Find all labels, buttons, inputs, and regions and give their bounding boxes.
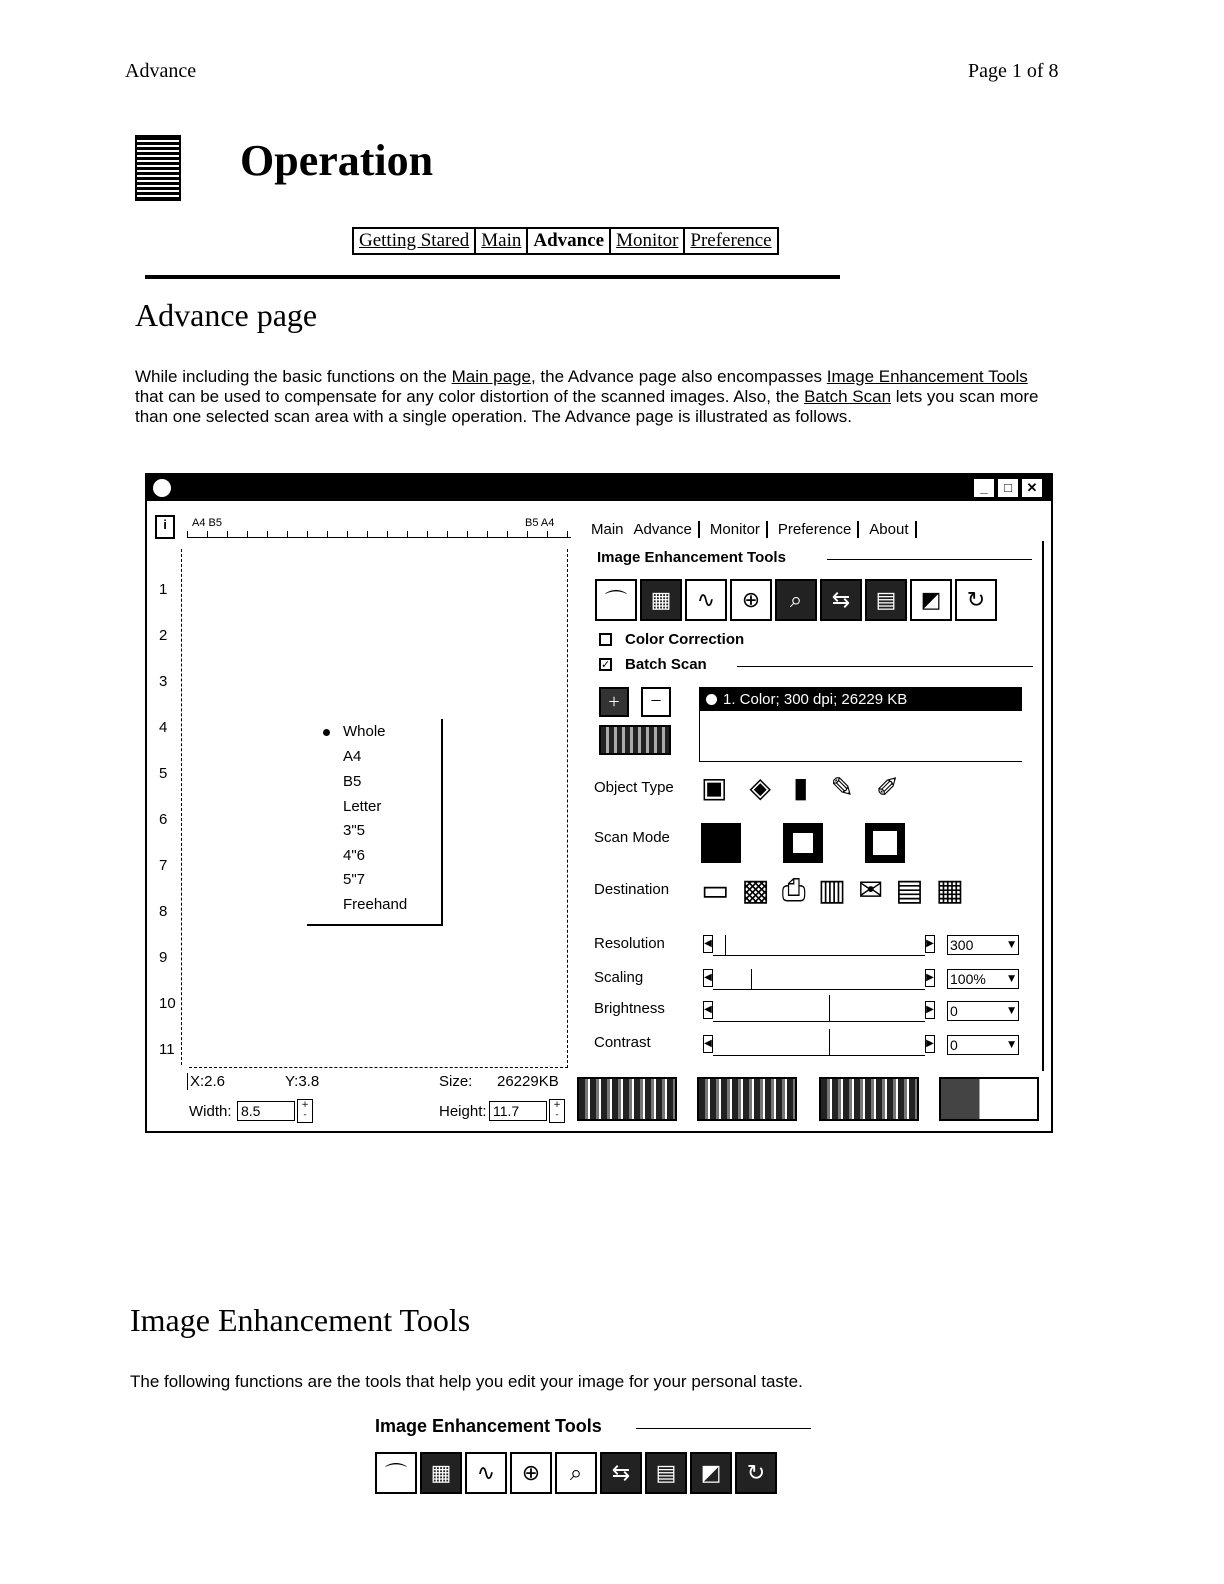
nav-bar: [352, 227, 779, 255]
width-label: Width:: [189, 1103, 232, 1120]
tools-label: Image Enhancement Tools: [597, 549, 786, 566]
resolution-left-arrow[interactable]: ◀: [703, 935, 713, 953]
scaling-thumb[interactable]: [751, 969, 752, 989]
brightness-thumb[interactable]: [829, 995, 830, 1021]
batch-scan-label: Batch Scan: [625, 656, 707, 673]
divider: [145, 275, 840, 279]
batch-scan-checkbox[interactable]: ✓: [601, 658, 611, 671]
text: lets you scan more than one selected scan area with a single operation. The Advance page is illustrated as follows.: [135, 387, 1039, 426]
nav-getting-started[interactable]: Getting Stared: [354, 229, 476, 253]
magazine-icon[interactable]: ◈: [749, 771, 772, 804]
batch-item-label: 1. Color; 300 dpi; 26229 KB: [723, 690, 908, 708]
tools-row: [595, 579, 997, 621]
contrast-right-arrow[interactable]: ▶: [925, 1035, 935, 1053]
height-spinner[interactable]: + -: [549, 1099, 565, 1123]
ruler-num: 2: [159, 627, 168, 644]
bw-mode-icon[interactable]: [865, 823, 905, 863]
chevron-down-icon: ▼: [1008, 974, 1015, 984]
nav-preference[interactable]: Preference: [690, 230, 772, 251]
contrast-label: Contrast: [594, 1034, 651, 1051]
tools-label: Image Enhancement Tools: [375, 1416, 602, 1436]
brightness-slider[interactable]: [713, 1001, 925, 1022]
document-icon[interactable]: ▮: [793, 771, 809, 804]
section-heading: Image Enhancement Tools: [130, 1302, 471, 1338]
resolution-slider[interactable]: [713, 935, 925, 956]
resolution-right-arrow[interactable]: ▶: [925, 935, 935, 953]
add-batch-button[interactable]: +: [599, 687, 629, 717]
scaling-slider[interactable]: [713, 969, 925, 990]
tab-preference[interactable]: Preference: [778, 521, 859, 538]
y-coordinate: Y:3.8: [285, 1073, 320, 1090]
maximize-icon[interactable]: □: [997, 478, 1019, 498]
batch-list-item[interactable]: [700, 687, 1022, 711]
invert-icon[interactable]: ⇆: [600, 1452, 642, 1494]
color-adjust-icon[interactable]: ⊕: [510, 1452, 552, 1494]
header-left: Advance: [125, 60, 197, 82]
descreen-icon[interactable]: ◩: [690, 1452, 732, 1494]
size-value: 26229KB: [497, 1073, 559, 1090]
batch-rule: [737, 666, 1033, 667]
ruler-num: 11: [159, 1041, 175, 1058]
ruler-num: 1: [159, 581, 168, 598]
chevron-down-icon: ▼: [1008, 1040, 1015, 1050]
height-label: Height:: [439, 1103, 487, 1120]
color-adjust-icon[interactable]: ⊕: [730, 579, 772, 621]
tools-paragraph: The following functions are the tools that help you edit your image for your personal taste.: [130, 1372, 803, 1391]
scaling-value: 100%: [950, 971, 986, 987]
size-option[interactable]: Freehand: [343, 896, 408, 913]
rotate-icon[interactable]: ↻: [955, 579, 997, 621]
page-title: Operation: [240, 136, 434, 185]
save-file-icon[interactable]: ▤: [895, 873, 924, 908]
zoom-icon[interactable]: ⌕: [775, 579, 817, 621]
resolution-value: 300: [950, 937, 974, 953]
remove-batch-button[interactable]: −: [641, 687, 671, 717]
object-type-label: Object Type: [594, 779, 674, 796]
fax-icon[interactable]: ▥: [817, 873, 847, 908]
size-option[interactable]: 3"5: [343, 822, 366, 839]
ruler-num: 8: [159, 903, 168, 920]
brightness-label: Brightness: [594, 1000, 665, 1017]
text: While including the basic functions on the: [135, 367, 452, 386]
descreen-icon[interactable]: ◩: [910, 579, 952, 621]
histogram-icon[interactable]: ∿: [465, 1452, 507, 1494]
ruler-label-right: B5 A4: [525, 517, 555, 529]
size-menu: [307, 719, 443, 926]
window-titlebar: [147, 475, 1051, 501]
brightness-value: 0: [950, 1003, 958, 1019]
chevron-down-icon: ▼: [1008, 940, 1015, 950]
scanner-icon[interactable]: ▩: [741, 873, 770, 908]
app-icon: [153, 479, 171, 497]
tab-about[interactable]: About: [869, 521, 916, 538]
scanner-window: [145, 473, 1053, 1133]
ruler-num: 7: [159, 857, 168, 874]
help-button[interactable]: [819, 1077, 919, 1121]
ruler-num: 5: [159, 765, 168, 782]
mail-icon[interactable]: ✉: [858, 873, 884, 908]
color-correction-checkbox[interactable]: [599, 633, 612, 646]
tab-main[interactable]: Main: [591, 521, 624, 538]
bullet-icon: [706, 694, 717, 705]
zoom-icon[interactable]: ⌕: [555, 1452, 597, 1494]
monitor-icon[interactable]: ▭: [701, 873, 730, 908]
scan-mode-label: Scan Mode: [594, 829, 670, 846]
tools-row: [375, 1452, 777, 1494]
page-number: Page 1 of 8: [968, 60, 1059, 82]
resolution-label: Resolution: [594, 935, 665, 952]
object-type-row: [701, 771, 899, 804]
width-input[interactable]: 8.5: [237, 1101, 295, 1121]
ruler-num: 3: [159, 673, 168, 690]
size-option[interactable]: Whole: [343, 723, 386, 740]
text: that can be used to compensate for any color distortion of the scanned images. Also, the: [135, 387, 805, 406]
destination-label: Destination: [594, 881, 670, 898]
book-icon: [135, 135, 181, 201]
ocr-icon[interactable]: ▦: [935, 873, 964, 908]
batch-list[interactable]: [699, 687, 1022, 762]
intro-paragraph: [135, 367, 1055, 427]
scaling-left-arrow[interactable]: ◀: [703, 969, 713, 987]
brightness-select[interactable]: [947, 1001, 1019, 1021]
scaling-right-arrow[interactable]: ▶: [925, 969, 935, 987]
scan-button[interactable]: [697, 1077, 797, 1121]
selected-bullet-icon: [323, 729, 330, 736]
color-correction-label: Color Correction: [625, 631, 745, 648]
panel-border: [1042, 541, 1044, 1071]
ruler-num: 6: [159, 811, 168, 828]
brightness-right-arrow[interactable]: ▶: [925, 1001, 935, 1019]
tab-advance[interactable]: Advance: [634, 521, 700, 538]
ruler-num: 4: [159, 719, 168, 736]
curve-icon[interactable]: ⌒: [595, 579, 637, 621]
ruler-num: 10: [159, 995, 176, 1012]
resolution-select[interactable]: [947, 935, 1019, 955]
color-balance-icon[interactable]: ▦: [640, 579, 682, 621]
minimize-icon[interactable]: _: [973, 478, 995, 498]
vertical-ruler: [157, 549, 182, 1065]
brightness-left-arrow[interactable]: ◀: [703, 1001, 713, 1019]
section-heading: Advance page: [135, 297, 318, 333]
ruler-label-left: A4 B5: [192, 517, 222, 529]
contrast-left-arrow[interactable]: ◀: [703, 1035, 713, 1053]
curve-icon[interactable]: ⌒: [375, 1452, 417, 1494]
info-button[interactable]: i: [155, 515, 175, 539]
invert-icon[interactable]: ⇆: [820, 579, 862, 621]
color-mode-icon[interactable]: [701, 823, 741, 863]
histogram-icon[interactable]: ∿: [685, 579, 727, 621]
ruler-num: 9: [159, 949, 168, 966]
height-input[interactable]: 11.7: [489, 1101, 547, 1121]
batch-scan-button[interactable]: [599, 725, 671, 755]
contrast-thumb[interactable]: [829, 1029, 830, 1055]
exit-button[interactable]: [939, 1077, 1039, 1121]
tools-rule: [636, 1428, 811, 1429]
contrast-slider[interactable]: [713, 1035, 925, 1056]
tab-bar: [591, 521, 917, 538]
size-option[interactable]: A4: [343, 748, 362, 765]
size-option[interactable]: B5: [343, 773, 362, 790]
chevron-down-icon: ▼: [1008, 1006, 1015, 1016]
size-label: Size:: [439, 1073, 473, 1090]
size-option[interactable]: 4"6: [343, 847, 366, 864]
prescan-button[interactable]: [577, 1077, 677, 1121]
text: , the Advance page also encompasses: [530, 367, 827, 386]
size-option[interactable]: Letter: [343, 798, 382, 815]
contrast-select[interactable]: [947, 1035, 1019, 1055]
horizontal-ruler: [187, 531, 571, 538]
close-icon[interactable]: ✕: [1021, 478, 1043, 498]
x-coordinate: X:2.6: [187, 1073, 225, 1090]
scaling-select[interactable]: [947, 969, 1019, 989]
text-icon[interactable]: ✎: [830, 771, 854, 804]
filter-icon[interactable]: ▤: [645, 1452, 687, 1494]
tools-rule: [827, 559, 1032, 560]
filter-icon[interactable]: ▤: [865, 579, 907, 621]
rotate-icon[interactable]: ↻: [735, 1452, 777, 1494]
line-art-icon[interactable]: ✐: [875, 771, 900, 804]
link-batch-scan[interactable]: Batch Scan: [804, 387, 892, 406]
link-image-enhancement-tools[interactable]: Image Enhancement Tools: [826, 367, 1028, 386]
nav-main[interactable]: Main: [476, 229, 528, 253]
scaling-label: Scaling: [594, 969, 644, 986]
resolution-thumb[interactable]: [725, 935, 726, 955]
printer-icon[interactable]: ⎙: [781, 873, 806, 908]
nav-advance: Advance: [528, 229, 611, 253]
gray-mode-icon[interactable]: [783, 823, 823, 863]
color-balance-icon[interactable]: ▦: [420, 1452, 462, 1494]
size-option[interactable]: 5"7: [343, 871, 366, 888]
width-spinner[interactable]: + -: [297, 1099, 313, 1123]
photo-icon[interactable]: ▣: [701, 771, 728, 804]
destination-row: [701, 873, 964, 908]
contrast-value: 0: [950, 1037, 958, 1053]
tab-monitor[interactable]: Monitor: [710, 521, 768, 538]
nav-monitor[interactable]: Monitor: [611, 229, 685, 253]
link-main-page[interactable]: Main page: [451, 367, 531, 386]
